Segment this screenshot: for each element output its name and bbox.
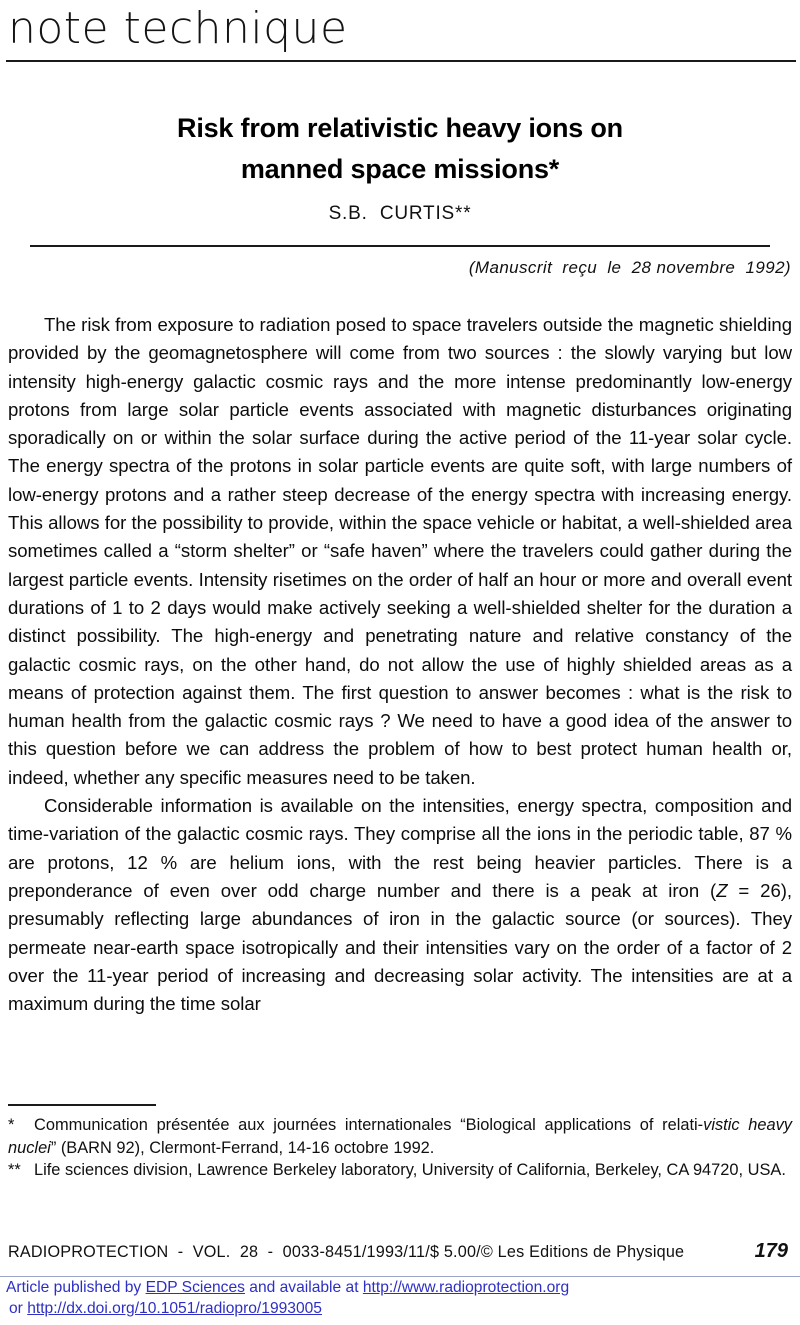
footnote-2	[8, 1159, 792, 1182]
body-paragraph-2	[8, 792, 792, 1018]
title-line-2: manned space missions*	[240, 154, 560, 184]
footnote-1-marker: *	[8, 1116, 15, 1134]
author-divider-rule	[30, 245, 770, 247]
footnote-1-text-b: ” (BARN 92), Clermont-Ferrand, 14-16 octobre 1992.	[50, 1138, 435, 1157]
banner-second-prefix: or	[9, 1300, 28, 1317]
banner-line-2	[0, 1298, 800, 1319]
radioprotection-site-link[interactable]: http://www.radioprotection.org	[362, 1279, 570, 1296]
footnote-1-text-a: Communication présentée aux journées internationales “Biological applications of relati-	[34, 1116, 704, 1134]
author-name: S.B. CURTIS**	[328, 203, 472, 224]
footnote-2-text: Life sciences division, Lawrence Berkeley laboratory, University of California, Berkeley, CA 94720, USA.	[34, 1161, 786, 1180]
edp-publication-banner	[0, 1276, 800, 1325]
page-number: 179	[754, 1240, 788, 1262]
paragraph-2-text-a: Considerable information is available on the intensities, energy spectra, composition and time-variation of the galactic cosmic rays. They comprise all the ions in the periodic table, 87 % are protons, 12 % are helium ions, with the rest being heavier particles. There is a preponderance of even over odd charge number and there is a peak at iron (	[8, 795, 792, 901]
paragraph-1-text: The risk from exposure to radiation posed to space travelers outside the magnetic shielding provided by the geomagnetosphere will come from two sources : the slowly varying but low intensity high-energy galactic cosmic rays and the more intense predominantly low-energy protons from large solar particle events associated with magnetic disturbances originating sporadically on or within the solar surface during the active period of the 11-year solar cycle. The energy spectra of the protons in solar particle events are quite soft, with large numbers of low-energy protons and a rather steep decrease of the energy spectra with increasing energy. This allows for the possibility to provide, within the space vehicle or habitat, a well-shielded area sometimes called a “storm shelter” or “safe haven” where the travelers could gather during the largest particle events. Intensity risetimes on the order of half an hour or more and overall event durations of 1 to 2 days would make actively seeking a well-shielded shelter for the duration a distinct possibility. The high-energy and penetrating nature and relative constancy of the galactic cosmic rays, on the other hand, do not allow the use of highly shielded areas as a means of protection against them. The first question to answer becomes : what is the risk to human health from the galactic cosmic rays ? We need to have a good idea of the answer to this question before we can address the problem of how to best protect human health or, indeed, whether any specific measures need to be taken.	[8, 314, 792, 788]
footnote-divider-rule	[8, 1104, 156, 1106]
manuscript-received-date: (Manuscrit reçu le 28 novembre 1992)	[468, 258, 791, 277]
running-head: note technique	[8, 3, 348, 54]
edp-sciences-link[interactable]: EDP Sciences	[145, 1279, 245, 1296]
banner-middle-text: and available at	[244, 1279, 363, 1296]
paragraph-2-text-b: = 26), presumably reflecting large abundances of iron in the galactic source (or sources). They permeate near-earth space isotropically and their intensities vary on the order of a factor of 2 over the 11-year period of increasing and decreasing solar activity. The intensities are at a maximum during the time solar	[8, 879, 793, 1015]
header-divider-rule	[6, 60, 796, 62]
doi-link[interactable]: http://dx.doi.org/10.1051/radiopro/1993005	[27, 1300, 322, 1317]
body-paragraph-1	[8, 311, 792, 792]
banner-prefix-text: Article published by	[6, 1279, 146, 1296]
footnote-2-marker: **	[8, 1161, 21, 1180]
page-title	[60, 108, 740, 190]
banner-line-1	[0, 1277, 800, 1298]
atomic-number-symbol: Z	[716, 879, 728, 901]
footnote-1-italic-title: vistic heavy nuclei	[8, 1116, 793, 1157]
title-line-1: Risk from relativistic heavy ions on	[177, 113, 623, 143]
footnote-1	[8, 1114, 792, 1159]
footnotes-section	[8, 1114, 792, 1182]
journal-footer-line: RADIOPROTECTION - VOL. 28 - 0033-8451/1993/11/$ 5.00/© Les Editions de Physique	[8, 1243, 685, 1261]
article-body	[8, 311, 792, 1018]
